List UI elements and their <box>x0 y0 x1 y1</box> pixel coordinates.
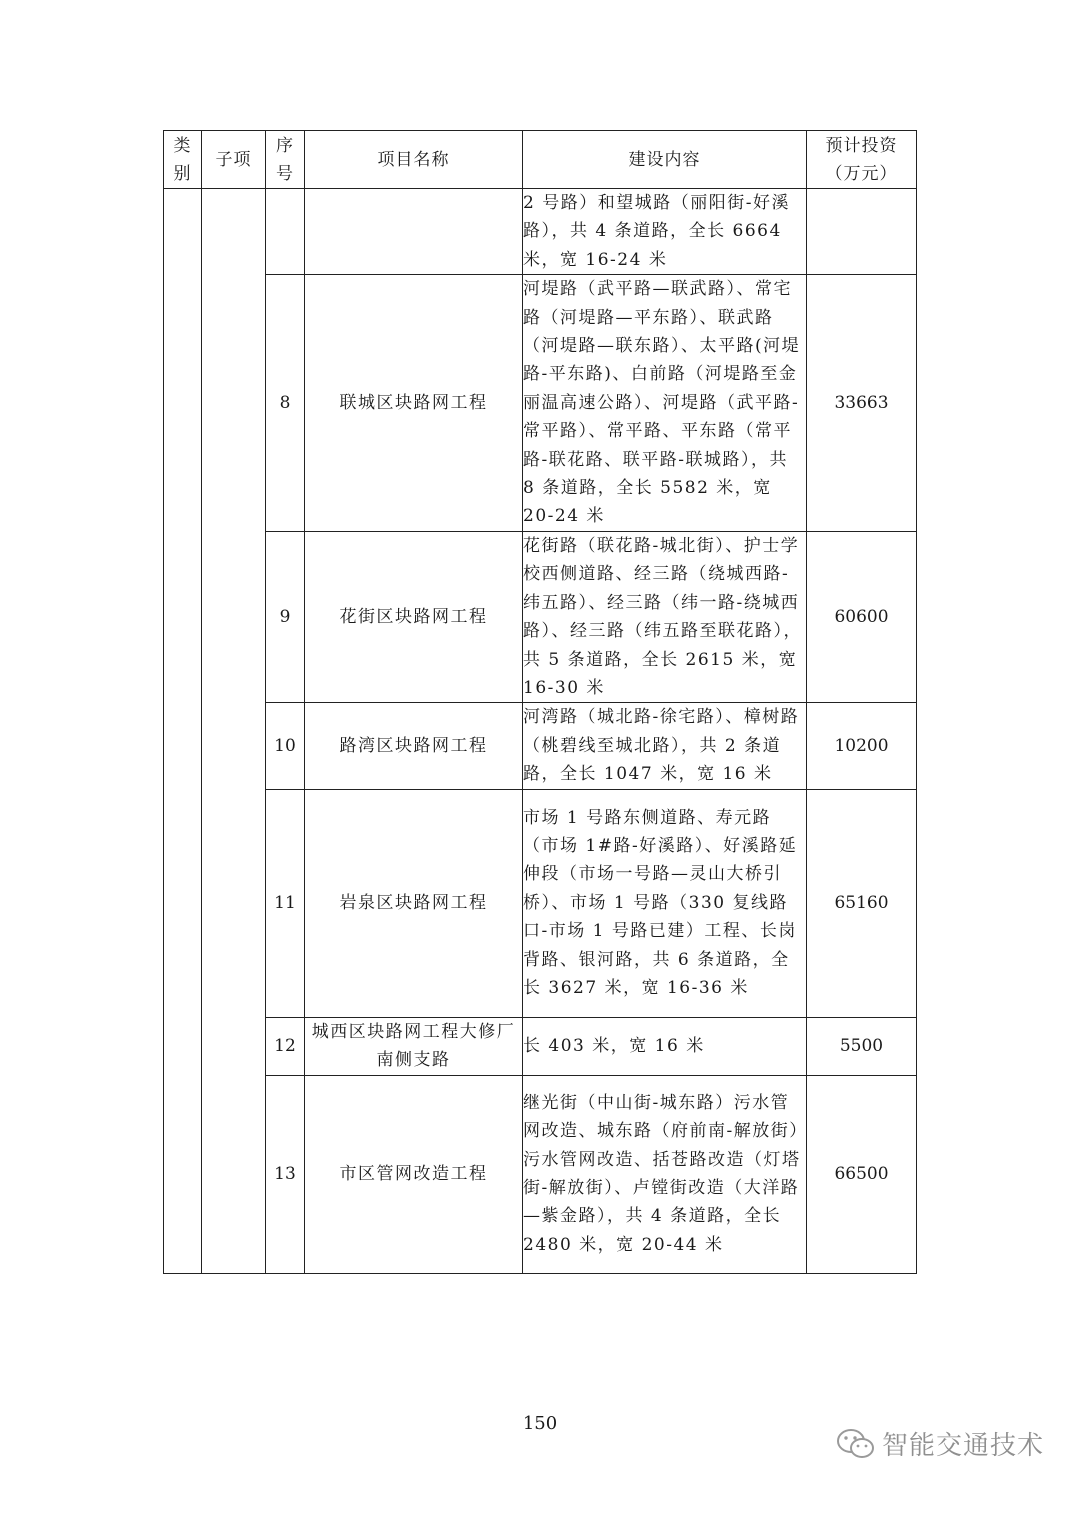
header-content: 建设内容 <box>523 131 807 189</box>
header-seq-text: 序 号 <box>276 135 294 184</box>
header-category <box>164 131 202 189</box>
content-cell: 河湾路（城北路-徐宅路）、樟树路（桃碧线至城北路），共 2 条道路，全长 1047 米，宽 16 米 <box>523 703 807 789</box>
header-row <box>164 131 917 189</box>
header-category-text: 类 别 <box>173 135 192 184</box>
seq-cell: 8 <box>266 275 305 532</box>
table-row <box>164 1075 917 1273</box>
table-row <box>164 789 917 1017</box>
header-subitem: 子项 <box>202 131 266 189</box>
table-row <box>164 703 917 789</box>
content-cell: 市场 1 号路东侧道路、寿元路（市场 1#路-好溪路）、好溪路延伸段（市场一号路—灵山大桥引桥）、市场 1 号路（330 复线路口-市场 1 号路已建）工程、长岗背路、银河路，共 6 条道路，全长 3627 米，宽 16-36 米 <box>523 789 807 1017</box>
content-cell: 长 403 米，宽 16 米 <box>523 1017 807 1075</box>
project-table <box>163 130 917 1274</box>
table-row <box>164 1017 917 1075</box>
name-cell <box>305 189 523 275</box>
header-seq <box>266 131 305 189</box>
subitem-cell <box>202 189 266 1274</box>
invest-cell <box>807 189 917 275</box>
header-name: 项目名称 <box>305 131 523 189</box>
content-cell: 2 号路）和望城路（丽阳街-好溪路），共 4 条道路，全长 6664 米，宽 16-24 米 <box>523 189 807 275</box>
table-row <box>164 189 917 275</box>
watermark <box>836 1425 1044 1462</box>
seq-cell: 12 <box>266 1017 305 1075</box>
watermark-text: 智能交通技术 <box>882 1431 1045 1461</box>
invest-cell: 5500 <box>807 1017 917 1075</box>
seq-cell <box>266 189 305 275</box>
invest-cell: 10200 <box>807 703 917 789</box>
invest-cell: 33663 <box>807 275 917 532</box>
header-invest <box>807 131 917 189</box>
name-cell: 城西区块路网工程大修厂南侧支路 <box>305 1017 523 1075</box>
invest-cell: 65160 <box>807 789 917 1017</box>
name-cell: 岩泉区块路网工程 <box>305 789 523 1017</box>
seq-cell: 13 <box>266 1075 305 1273</box>
name-cell: 花街区块路网工程 <box>305 531 523 702</box>
content-cell: 河堤路（武平路—联武路）、常宅路（河堤路—平东路）、联武路（河堤路—联东路）、太平路(河堤路-平东路)、白前路（河堤路至金丽温高速公路）、河堤路（武平路-常平路）、常平路、平东路（常平路-联花路、联平路-联城路），共 8 条道路，全长 5582 米，宽 20-24 米 <box>523 275 807 532</box>
seq-cell: 11 <box>266 789 305 1017</box>
category-cell <box>164 189 202 1274</box>
page-number: 150 <box>522 1413 558 1434</box>
invest-cell: 60600 <box>807 531 917 702</box>
seq-cell: 9 <box>266 531 305 702</box>
content-cell: 花街路（联花路-城北街）、护士学校西侧道路、经三路（绕城西路-纬五路）、经三路（纬一路-绕城西路）、经三路（纬五路至联花路），共 5 条道路，全长 2615 米，宽 16-30 米 <box>523 531 807 702</box>
wechat-icon <box>836 1427 876 1461</box>
invest-cell: 66500 <box>807 1075 917 1273</box>
table-row <box>164 531 917 702</box>
table-row <box>164 275 917 532</box>
content-cell: 继光街（中山街-城东路）污水管网改造、城东路（府前南-解放街）污水管网改造、括苍路改造（灯塔街-解放街）、卢镗街改造（大洋路—紫金路），共 4 条道路，全长 2480 米，宽 20-44 米 <box>523 1075 807 1273</box>
header-invest-text: 预计投资 （万元） <box>825 135 898 184</box>
name-cell: 联城区块路网工程 <box>305 275 523 532</box>
name-cell: 路湾区块路网工程 <box>305 703 523 789</box>
name-cell: 市区管网改造工程 <box>305 1075 523 1273</box>
seq-cell: 10 <box>266 703 305 789</box>
